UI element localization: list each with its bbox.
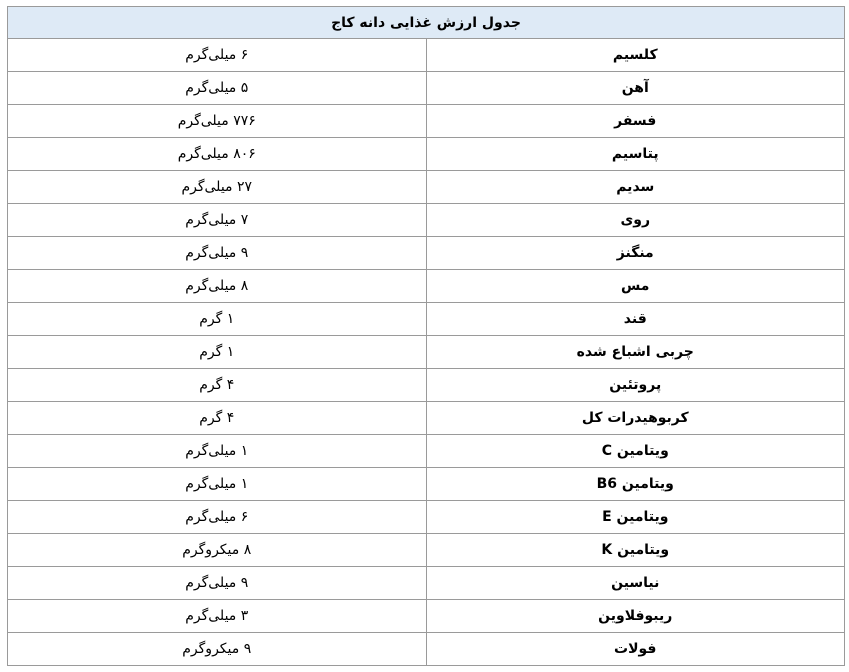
table-header-row bbox=[8, 7, 845, 39]
nutrient-name-cell: کربوهیدرات کل bbox=[426, 402, 845, 435]
nutrient-name-cell: فولات bbox=[426, 633, 845, 666]
table-row bbox=[8, 402, 845, 435]
table-row bbox=[8, 270, 845, 303]
nutrient-name-cell: چربی اشباع شده bbox=[426, 336, 845, 369]
nutrient-name-cell: کلسیم bbox=[426, 39, 845, 72]
nutrition-table-container bbox=[7, 6, 845, 666]
nutrient-name-cell: ویتامین E bbox=[426, 501, 845, 534]
table-row bbox=[8, 600, 845, 633]
table-row bbox=[8, 468, 845, 501]
table-row bbox=[8, 567, 845, 600]
nutrient-value-cell: ۶ میلی‌گرم bbox=[8, 39, 427, 72]
table-row bbox=[8, 501, 845, 534]
nutrient-name-cell: قند bbox=[426, 303, 845, 336]
nutrient-name-cell: ویتامین C bbox=[426, 435, 845, 468]
nutrient-value-cell: ۴ گرم bbox=[8, 369, 427, 402]
nutrient-value-cell: ۱ گرم bbox=[8, 303, 427, 336]
table-row bbox=[8, 39, 845, 72]
nutrient-value-cell: ۷۷۶ میلی‌گرم bbox=[8, 105, 427, 138]
nutrient-name-cell: ریبوفلاوین bbox=[426, 600, 845, 633]
table-row bbox=[8, 171, 845, 204]
nutrient-value-cell: ۳ میلی‌گرم bbox=[8, 600, 427, 633]
table-row bbox=[8, 237, 845, 270]
nutrient-name-cell: فسفر bbox=[426, 105, 845, 138]
table-title: جدول ارزش غذایی دانه کاج bbox=[8, 7, 845, 39]
nutrient-value-cell: ۷ میلی‌گرم bbox=[8, 204, 427, 237]
table-row bbox=[8, 105, 845, 138]
nutrient-value-cell: ۱ میلی‌گرم bbox=[8, 468, 427, 501]
table-row bbox=[8, 303, 845, 336]
table-row bbox=[8, 336, 845, 369]
nutrient-value-cell: ۵ میلی‌گرم bbox=[8, 72, 427, 105]
nutrient-value-cell: ۹ میلی‌گرم bbox=[8, 567, 427, 600]
table-row bbox=[8, 534, 845, 567]
table-row bbox=[8, 633, 845, 666]
table-row bbox=[8, 435, 845, 468]
nutrient-name-cell: مس bbox=[426, 270, 845, 303]
nutrition-table bbox=[7, 6, 845, 666]
nutrient-value-cell: ۴ گرم bbox=[8, 402, 427, 435]
nutrient-value-cell: ۹ میکروگرم bbox=[8, 633, 427, 666]
nutrient-value-cell: ۸۰۶ میلی‌گرم bbox=[8, 138, 427, 171]
nutrient-name-cell: پروتئین bbox=[426, 369, 845, 402]
nutrient-name-cell: منگنز bbox=[426, 237, 845, 270]
nutrient-name-cell: سدیم bbox=[426, 171, 845, 204]
table-row bbox=[8, 138, 845, 171]
nutrient-name-cell: آهن bbox=[426, 72, 845, 105]
nutrient-name-cell: پتاسیم bbox=[426, 138, 845, 171]
table-row bbox=[8, 369, 845, 402]
nutrient-value-cell: ۲۷ میلی‌گرم bbox=[8, 171, 427, 204]
table-row bbox=[8, 72, 845, 105]
nutrient-value-cell: ۶ میلی‌گرم bbox=[8, 501, 427, 534]
nutrient-name-cell: ویتامین B6 bbox=[426, 468, 845, 501]
nutrient-value-cell: ۸ میلی‌گرم bbox=[8, 270, 427, 303]
table-body bbox=[8, 39, 845, 666]
nutrient-value-cell: ۱ گرم bbox=[8, 336, 427, 369]
nutrient-value-cell: ۱ میلی‌گرم bbox=[8, 435, 427, 468]
nutrient-name-cell: ویتامین K bbox=[426, 534, 845, 567]
nutrient-value-cell: ۸ میکروگرم bbox=[8, 534, 427, 567]
nutrient-value-cell: ۹ میلی‌گرم bbox=[8, 237, 427, 270]
nutrient-name-cell: نیاسین bbox=[426, 567, 845, 600]
nutrient-name-cell: روی bbox=[426, 204, 845, 237]
table-row bbox=[8, 204, 845, 237]
